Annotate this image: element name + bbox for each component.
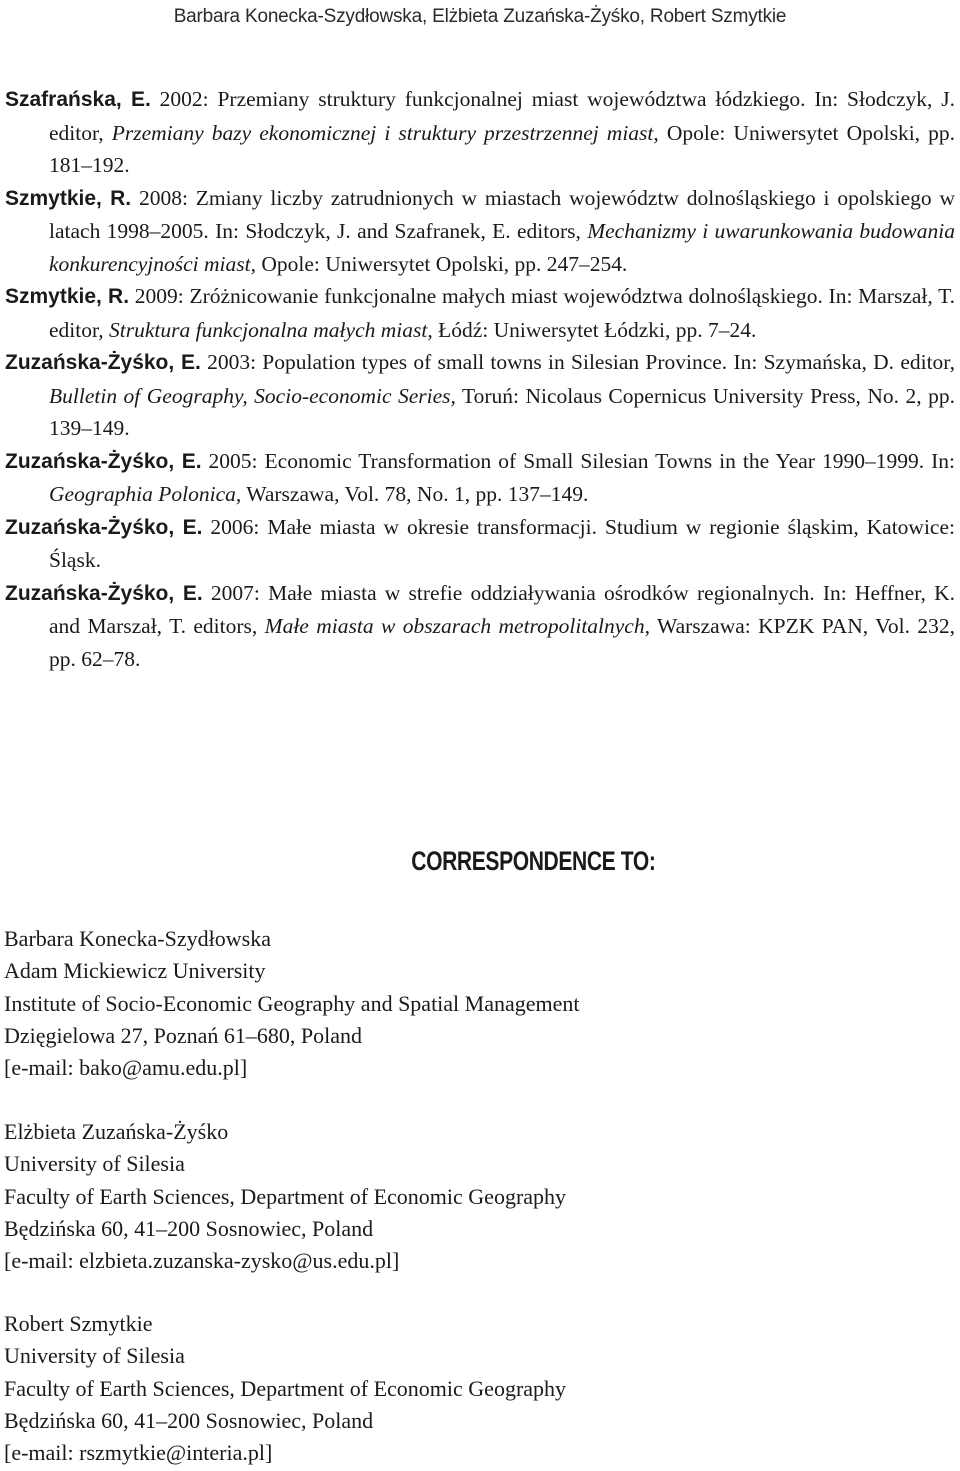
reference-entry [5, 280, 955, 346]
reference-author: Szafrańska, E. [5, 88, 151, 111]
department: Faculty of Earth Sciences, Department of Economic Geography [4, 1375, 567, 1401]
address-block [4, 923, 580, 1084]
reference-author: Zuzańska-Żyśko, E. [5, 449, 202, 473]
reference-text: 2002: Przemiany struktury funkcjonalnej miast województwa łódzkiego. In: Słodczyk, J. editor, [49, 87, 955, 145]
reference-title: Geographia Polonica, [49, 482, 242, 506]
reference-publisher: Opole: Uniwersytet Opolski, pp. 247–254. [255, 251, 628, 276]
reference-title: Bulletin of Geography, Socio-economic Series, [49, 383, 456, 408]
reference-list [5, 83, 955, 675]
reference-author: Zuzańska-Żyśko, E. [5, 515, 203, 539]
reference-title: Małe miasta w obszarach metropolitalnych, [264, 614, 650, 638]
reference-publisher: Toruń: Nicolaus Copernicus University Press, No. 2, pp. 139–149. [49, 383, 955, 440]
reference-text: 2007: Małe miasta w strefie oddziaływania ośrodków regionalnych. In: Heffner, K. and Marszał, T. editors, [49, 580, 955, 638]
correspondence-heading: CORRESPONDENCE TO: [411, 846, 656, 876]
department: Faculty of Earth Sciences, Department of Economic Geography [4, 1183, 567, 1209]
author-name: Robert Szmytkie [4, 1311, 153, 1336]
institution: University of Silesia [4, 1343, 185, 1369]
author-name: Barbara Konecka-Szydłowska [4, 926, 271, 951]
running-head: Barbara Konecka-Szydłowska, Elżbieta Zuzańska-Żyśko, Robert Szmytkie [173, 6, 787, 27]
email-address: [e-mail: bako@amu.edu.pl] [4, 1055, 248, 1081]
email-address: [e-mail: rszmytkie@interia.pl] [4, 1440, 273, 1466]
reference-title: Przemiany bazy ekonomicznej i struktury przestrzennej miast, [111, 120, 659, 145]
author-name: Elżbieta Zuzańska-Żyśko [4, 1119, 229, 1144]
reference-author: Zuzańska-Żyśko, E. [5, 351, 201, 374]
reference-text: 2009: Zróżnicowanie funkcjonalne małych miast województwa dolnośląskiego. In: Marszał, T. editor, [49, 284, 955, 342]
reference-entry [5, 445, 955, 511]
reference-text: 2008: Zmiany liczby zatrudnionych w miastach województw dolnośląskiego i opolskiego w latach 1998–2005. In: Słodczyk, J. and Szafranek, E. editors, [49, 185, 956, 243]
institution: University of Silesia [4, 1151, 185, 1177]
reference-text: 2006: Małe miasta w okresie transformacji. Studium w regionie śląskim, Katowice: Śląsk. [49, 514, 955, 572]
reference-publisher: Warszawa, Vol. 78, No. 1, pp. 137–149. [241, 482, 589, 506]
reference-title: Mechanizmy i uwarunkowania budowania konkurencyjności miast, [49, 219, 955, 276]
reference-entry [5, 577, 955, 676]
address-block [4, 1308, 566, 1469]
institution: Adam Mickiewicz University [4, 958, 266, 984]
street-address: Będzińska 60, 41–200 Sosnowiec, Poland [4, 1215, 374, 1241]
reference-author: Szmytkie, R. [5, 186, 132, 210]
reference-title: Struktura funkcjonalna małych miast, [109, 317, 433, 342]
reference-publisher: Warszawa: KPZK PAN, Vol. 232, pp. 62–78. [49, 614, 955, 671]
reference-author: Zuzańska-Żyśko, E. [5, 581, 203, 605]
reference-entry [5, 182, 955, 281]
department: Institute of Socio-Economic Geography and Spatial Management [4, 990, 580, 1016]
reference-author: Szmytkie, R. [5, 285, 130, 308]
reference-text: 2005: Economic Transformation of Small Silesian Towns in the Year 1990–1999. In: [201, 448, 955, 473]
address-block [4, 1116, 566, 1277]
street-address: Będzińska 60, 41–200 Sosnowiec, Poland [4, 1407, 374, 1433]
reference-entry [5, 346, 955, 445]
reference-publisher: Opole: Uniwersytet Opolski, pp. 181–192. [49, 120, 955, 177]
street-address: Dzięgielowa 27, Poznań 61–680, Poland [4, 1022, 363, 1048]
reference-entry [5, 83, 955, 182]
reference-publisher: Łódź: Uniwersytet Łódzki, pp. 7–24. [432, 317, 757, 342]
reference-text: 2003: Population types of small towns in Silesian Province. In: Szymańska, D. editor, [200, 350, 955, 374]
reference-entry [5, 511, 955, 577]
email-address: [e-mail: elzbieta.zuzanska-zysko@us.edu.pl] [4, 1248, 400, 1274]
